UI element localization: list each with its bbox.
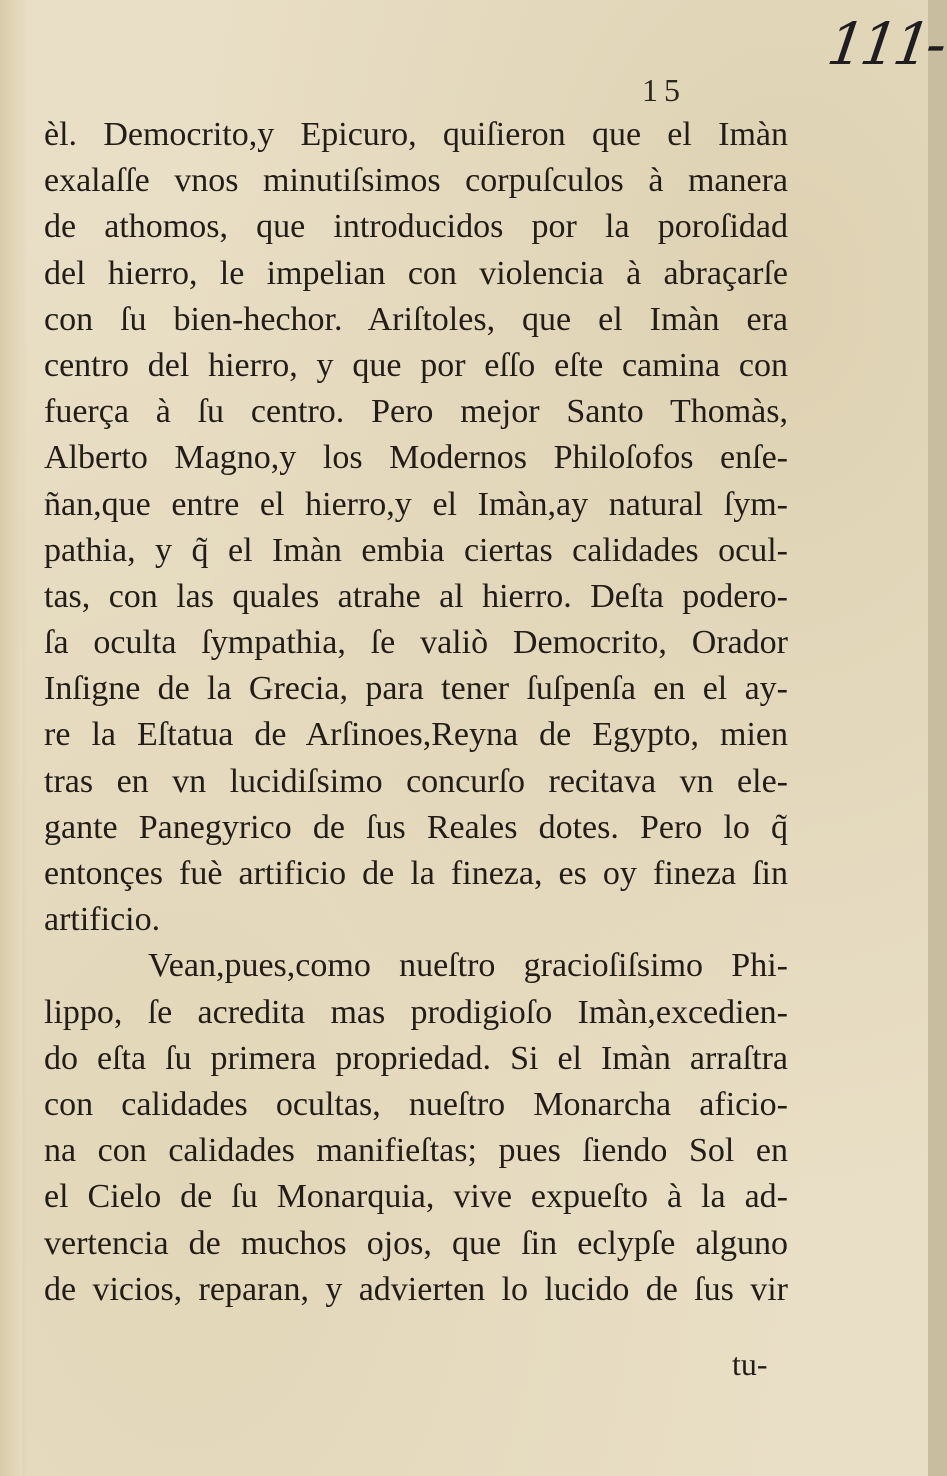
text-line: con ſu bien-hechor. Ariſtoles, que el Imàn era	[44, 300, 788, 338]
text-line: entonçes fuè artificio de la fineza, es oy fineza ſin	[44, 855, 788, 892]
text-line: centro del hierro, y que por eſſo eſte camina con	[44, 346, 788, 384]
text-line: con calidades ocultas, nueſtro Monarcha aficio-	[44, 1085, 788, 1123]
text-line: tas, con las quales atrahe al hierro. Deſta podero-	[44, 577, 788, 615]
paragraph-start-line: Vean,pues,como nueſtro gracioſiſsimo Phi-	[148, 947, 788, 985]
text-line: tras en vn lucidiſsimo concurſo recitava vn ele-	[44, 762, 788, 800]
text-line: fuerça à ſu centro. Pero mejor Santo Thomàs,	[44, 393, 788, 431]
page-number: 15	[642, 72, 686, 108]
text-line: gante Panegyrico de ſus Reales dotes. Pero lo q̃	[44, 808, 788, 846]
text-line: Inſigne de la Grecia, para tener ſuſpenſa en el ay-	[44, 670, 788, 708]
catchword: tu-	[732, 1346, 768, 1382]
text-line: Alberto Magno,y los Modernos Philoſofos enſe-	[44, 439, 788, 477]
body-text	[44, 112, 788, 1313]
text-line: artificio.	[44, 901, 161, 939]
binding-edge	[0, 0, 22, 1476]
text-line: na con calidades manifieſtas; pues ſiendo Sol en	[44, 1132, 788, 1170]
text-line: del hierro, le impelian con violencia à abraçarſe	[44, 254, 788, 292]
text-line: èl. Democrito,y Epicuro, quiſieron que el Imàn	[44, 116, 788, 153]
text-line: lippo, ſe acredita mas prodigioſo Imàn,excedien-	[44, 993, 788, 1031]
text-line: ñan,que entre el hierro,y el Imàn,ay natural ſym-	[44, 485, 788, 523]
text-line: ſa oculta ſympathia, ſe valiò Democrito, Orador	[44, 624, 788, 662]
text-line: do eſta ſu primera propriedad. Si el Imàn arraſtra	[44, 1039, 788, 1077]
text-line: de vicios, reparan, y advierten lo lucido de ſus vir	[44, 1270, 788, 1308]
text-line: de athomos, que introducidos por la poroſidad	[44, 208, 788, 246]
text-line: exalaſſe vnos minutiſsimos corpuſculos à manera	[44, 162, 788, 200]
text-line: el Cielo de ſu Monarquia, vive expueſto à la ad-	[44, 1178, 788, 1216]
text-line: vertencia de muchos ojos, que ſin eclypſe alguno	[44, 1224, 788, 1262]
manuscript-folio-number: 111-	[823, 10, 947, 78]
text-line: re la Eſtatua de Arſinoes,Reyna de Egypto, mien	[44, 716, 788, 754]
text-line: pathia, y q̃ el Imàn embia ciertas calidades ocul-	[44, 531, 788, 569]
